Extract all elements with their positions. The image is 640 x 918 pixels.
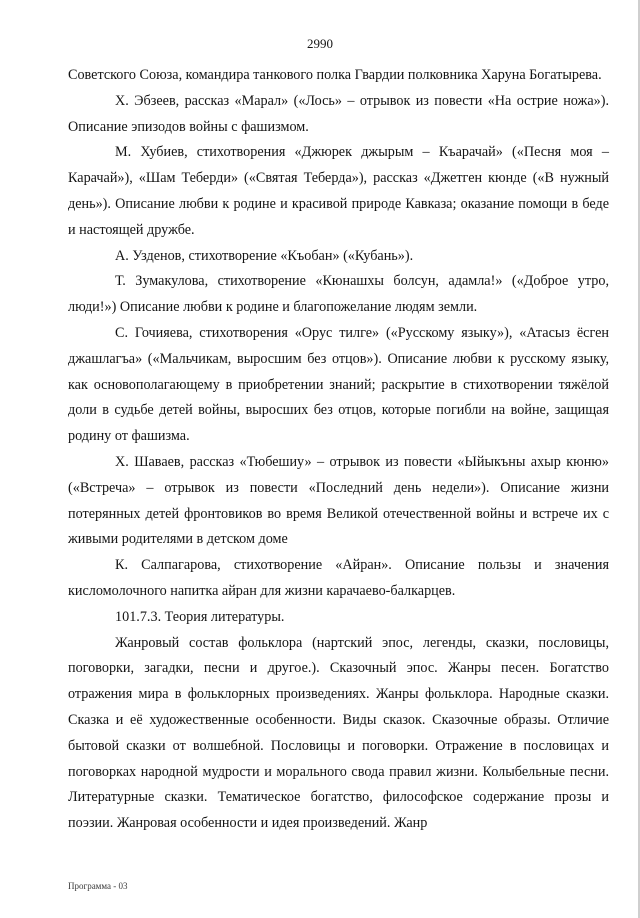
paragraph-ebzeev: Х. Эбзеев, рассказ «Марал» («Лось» – отрывок из повести «На острие ножа»). Описание эпизодов войны с фашизмом. xyxy=(68,92,609,135)
paragraph-shavaev: Х. Шаваев, рассказ «Тюбешиу» – отрывок из повести «Ыйыкъны ахыр кюню» («Встреча» – отрывок из повести «Последний день недели»). Описание жизни потерянных детей фронтовиков во время Великой отечественной войны и встрече их с живыми родителями в детском доме xyxy=(68,453,609,548)
paragraph-salpagarova: К. Салпагарова, стихотворение «Айран». Описание пользы и значения кисломолочного напитка айран для жизни карачаево-балкарцев. xyxy=(68,557,609,599)
paragraph-zumakulova: Т. Зумакулова, стихотворение «Кюнашхы болсун, адамла!» («Доброе утро, люди!») Описание любви к родине и благопожелание людям земли. xyxy=(68,273,609,316)
page-number: 2990 xyxy=(307,36,333,51)
document-body xyxy=(68,63,609,837)
paragraph-khubiev: М. Хубиев, стихотворения «Джюрек джырым – Къарачай» («Песня моя – Карачай»), «Шам Теберди» («Святая Теберда»), рассказ «Джетген кюнде («В нужный день»). Описание любви к родине и красивой природе Кавказа; оказание помощи в беде и настоящей дружбе. xyxy=(68,144,609,238)
paragraph-folklore-genres: Жанровый состав фольклора (нартский эпос, легенды, сказки, пословицы, поговорки, загадки, песни и другое.). Сказочный эпос. Жанры песен. Богатство отражения мира в фольклорных произведениях. Жанры фольклора. Народные сказки. Сказка и её художественные особенности. Виды сказок. Сказочные образы. Отличие бытовой сказки от волшебной. Пословицы и поговорки. Отражение в пословицах и поговорках народной мудрости и морального свода правил жизни. Колыбельные песни. Литературные сказки. Тематическое богатство, философское содержание прозы и поэзии. Жанровая особенности и идея произведений. Жанр xyxy=(68,634,609,832)
paragraph-continuation: Советского Союза, командира танкового полка Гвардии полковника Харуна Богатырева. xyxy=(68,67,602,83)
paragraph-gochiyaeva: С. Гочияева, стихотворения «Орус тилге» («Русскому языку»), «Атасыз ёсген джашлагъа» («Мальчикам, выросшим без отцов»). Описание любви к русскому языку, как основополагающему в приобретении знаний; раскрытие в стихотворении тяжёлой доли в судьбе детей войны, выросших без отцов, которые погибли на войне, защищая родину от фашизма. xyxy=(68,324,609,445)
paragraph-uzdenov: А. Узденов, стихотворение «Къобан» («Кубань»). xyxy=(115,247,414,264)
section-heading-literature-theory: 101.7.3. Теория литературы. xyxy=(115,608,285,625)
footer-label: Программа - 03 xyxy=(68,881,128,891)
